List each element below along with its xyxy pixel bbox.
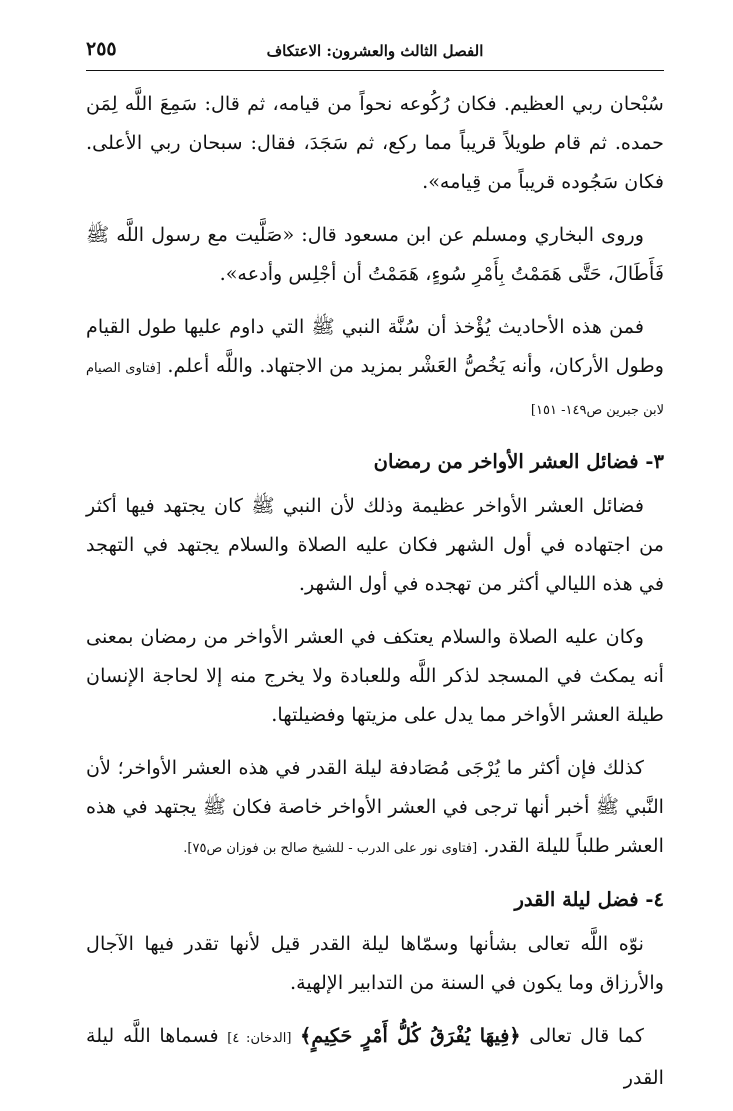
paragraph-3 — [86, 307, 664, 430]
section-heading-4: ٤- فضل ليلة القدر — [514, 888, 664, 911]
paragraph-8-lead: كما قال تعالى — [529, 1024, 644, 1047]
section-heading-3: ٣- فضائل العشر الأواخر من رمضان — [373, 450, 664, 473]
citation: [فتاوى نور على الدرب - للشيخ صالح بن فوزان ص٧٥]. — [183, 841, 478, 856]
page-body — [86, 84, 664, 1111]
paragraph-7: نوّه اللَّه تعالى بشأنها وسمّاها ليلة القدر قيل لأنها تقدر فيها الآجال والأرزاق وما يكون في السنة من التدابير الإلهية. — [86, 932, 664, 994]
paragraph-6-text: كذلك فإن أكثر ما يُرْجَى مُصَادفة ليلة القدر في هذه العشر الأواخر؛ لأن النَّبي ﷺ أخبر أنها ترجى في العشر الأواخر خاصة فكان ﷺ يجتهد في هذه العشر طلباً لليلة القدر. — [86, 756, 664, 857]
quran-verse: ﴿فِيهَا يُفْرَقُ كُلُّ أَمْرٍ حَكِيمٍ﴾ — [300, 1024, 521, 1047]
paragraph-8 — [86, 1016, 664, 1097]
citation: [فتاوى الصيام لابن جبرين ص١٤٩- ١٥١] — [86, 361, 664, 418]
paragraph-4: فضائل العشر الأواخر عظيمة وذلك لأن النبي ﷺ كان يجتهد فيها أكثر من اجتهاده في أول الشهر فكان عليه الصلاة والسلام يجتهد في التهجد في هذه الليالي أكثر من تهجده في أول الشهر. — [86, 494, 664, 595]
paragraph-2: وروى البخاري ومسلم عن ابن مسعود قال: «صَلَّيت مع رسول اللَّه ﷺ فَأَطَالَ، حَتَّى هَمَمْتُ بِأَمْرِ سُوءٍ، هَمَمْتُ أن أجْلِس وأدعه». — [86, 223, 664, 285]
paragraph-1: سُبْحان ربي العظيم. فكان رُكُوعه نحواً من قيامه، ثم قال: سَمِعَ اللَّه لِمَن حمده. ثم قام طويلاً قريباً مما ركع، ثم سَجَدَ، فقال: سبحان ربي الأعلى. فكان سَجُوده قريباً من قِيامه». — [86, 92, 664, 193]
paragraph-6 — [86, 748, 664, 868]
verse-citation: [الدخان: ٤] — [227, 1031, 292, 1046]
page-number: ٢٥٥ — [86, 38, 117, 60]
chapter-title: الفصل الثالث والعشرون: الاعتكاف — [266, 42, 484, 60]
paragraph-5: وكان عليه الصلاة والسلام يعتكف في العشر الأواخر من رمضان بمعنى أنه يمكث في المسجد لذكر اللَّه وللعبادة ولا يخرج منه إلا لحاجة الإنسان طيلة العشر الأواخر مما يدل على مزيتها وفضيلتها. — [86, 625, 664, 726]
page-header — [86, 34, 664, 71]
paragraph-3-text: فمن هذه الأحاديث يُؤْخذ أن سُنَّة النبي ﷺ التي داوم عليها طول القيام وطول الأركان، وأنه يَخُصُّ العَشْر بمزيد من الاجتهاد. واللَّه أعلم. — [86, 315, 664, 377]
paragraph-8-tail: فسماها اللَّه ليلة القدر — [86, 1024, 664, 1089]
